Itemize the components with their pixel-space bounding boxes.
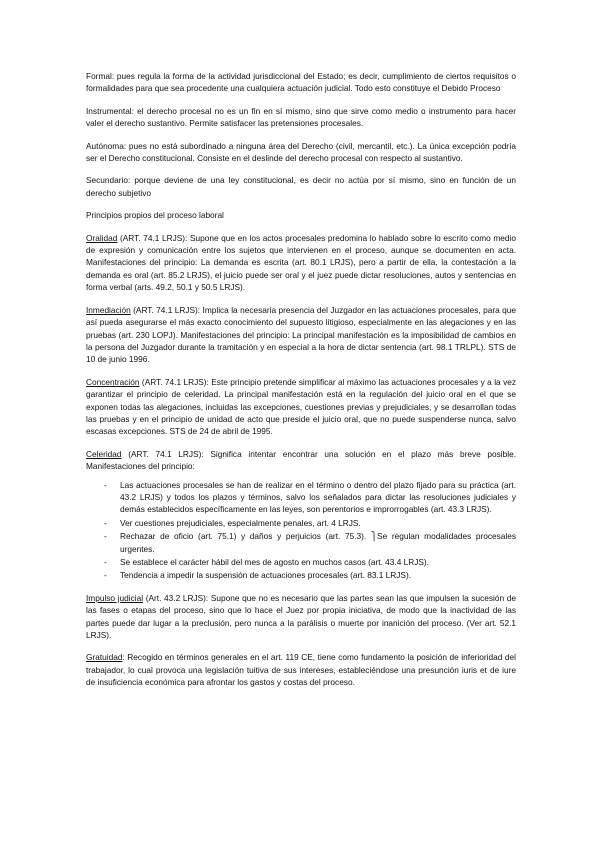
term-inmediacion: Inmediación: [86, 304, 131, 315]
text-concentracion: : Este principio pretende simplificar al máximo las actuaciones procesales y a la vez garantizar el principio de celeridad. La principal manifestación está en la regulación del juicio oral en el que se exponen todas las alegaciones, incluidas las excepciones, cuestiones previas y prejudiciales, y se desarrollan todas las pruebas y en el principio de unidad de acto que preside el juicio oral, que no puede suspenderse nunca, salvo escasas excepciones. STS de 24 de abril de 1995.: [86, 376, 516, 437]
term-instrumental: Instrumental: [86, 105, 132, 116]
list-item: - Ver cuestiones prejudiciales, especialmente penales, art. 4 LRJS.: [86, 517, 516, 529]
intro-secundario-text: : porque deviene de una ley constitucional, es decir no actúa por sí mismo, sino en función de un derecho subjetivo: [86, 175, 516, 198]
celeridad-list: [86, 479, 516, 582]
intro-instrumental-text: : el derecho procesal no es un fin en sí mismo, sino que sirve como medio o instrumento para hacer valer el derecho sustantivo. Permite satisfacer las pretensiones procesales.: [86, 105, 516, 129]
text-celeridad: : Significa intentar encontrar una solución en el plazo más breve posible. Manifestaciones del principio:: [86, 448, 516, 472]
list-item: - Las actuaciones procesales se han de realizar en el término o dentro del plazo fijado para su práctica (art. 43.2 LRJS) y todos los plazos y términos, salvo los señalados para dictar las resoluciones judiciales y demás establecidos específicamente en las leyes, son perentorios e improrrogables (art. 43.3 LRJS).: [86, 479, 516, 516]
ref-inmediacion: (ART. 74.1 LRJS): [130, 304, 198, 315]
intro-instrumental: [86, 105, 516, 130]
list-item: - Se establece el carácter hábil del mes de agosto en muchos casos (art. 43.4 LRJS).: [86, 556, 516, 568]
document-page: [86, 70, 516, 699]
principle-impulso-judicial: [86, 592, 516, 642]
ref-oralidad: (ART. 74.1 LRJS): [117, 232, 186, 243]
term-celeridad: Celeridad: [86, 448, 122, 459]
text-gratuidad: : Recogido en términos generales en el art. 119 CE, tiene como fundamento la posición de inferioridad del trabajador, lo cual provoca una legislación tuitiva de sus intereses, estableciéndose una presunción iuris et de iure de insuficiencia económica para afrontar los gastos y costas del proceso.: [86, 652, 516, 688]
intro-formal-text: : pues regula la forma de la actividad jurisdiccional del Estado; es decir, cumplimiento de ciertos requisitos o formalidades para que sea procedente una cualquiera actuación judicial. Todo esto constituye el Debido Proceso: [86, 71, 516, 94]
ref-celeridad: (ART. 74.1 LRJS): [121, 448, 202, 459]
ref-concentracion: (ART. 74.1 LRJS): [139, 376, 207, 387]
text-impulso-judicial: : Supone que no es necesario que las partes sean las que impulsen la sucesión de las fases o etapas del proceso, sino que lo hace el Juez por propia iniciativa, de modo que la inactividad de las partes puede dar lugar a la preclusión, pero nunca a la parálisis o muerte por inanición del proceso. (Ver art. 52.1 LRJS).: [86, 592, 516, 641]
intro-formal: [86, 70, 516, 95]
term-secundario: Secundario: [86, 175, 128, 186]
intro-autonoma: [86, 140, 516, 165]
ref-impulso-judicial: (Art. 43.2 LRJS): [143, 592, 206, 603]
principle-gratuidad: [86, 651, 516, 688]
term-autonoma: Autónoma: [86, 140, 124, 151]
intro-autonoma-text: : pues no está subordinado a ninguna área del Derecho (civil, mercantil, etc.). La única excepción podría ser el Derecho constitucional. Consiste en el deslinde del derecho procesal con respecto al sustantivo.: [86, 140, 516, 164]
section-heading: Principios propios del proceso laboral: [86, 210, 224, 221]
list-item: - Tendencia a impedir la suspensión de actuaciones procesales (art. 83.1 LRJS).: [86, 569, 516, 581]
intro-secundario: [86, 174, 516, 199]
term-impulso-judicial: Impulso judicial: [86, 592, 144, 603]
term-gratuidad: Gratuidad: [86, 652, 123, 663]
term-formal: Formal: [86, 71, 112, 81]
term-concentracion: Concentración: [86, 376, 140, 387]
text-inmediacion: : Implica la necesaria presencia del Juzgador en las actuaciones procesales, para que así pueda asegurarse el más exacto conocimiento del supuesto litigioso, especialmente en las alegaciones y en las pruebas (art. 230 LOPJ). Manifestaciones del principio: La principal manifestación es la imposibilidad de cambios en la persona del Juzgador durante la tramitación y en especial a la hora de dictar sentencia (art. 98.1 TRLPL). STS de 10 de junio 1996.: [86, 304, 516, 365]
text-oralidad: : Supone que en los actos procesales predomina lo hablado sobre lo escrito como medio de expresión y comunicación entre los sujetos que intervienen en el proceso, aunque se documenten en acta. Manifestaciones del principio: La demanda es escrita (art. 80.1 LRJS), pero a partir de ella, la contestación a la demanda es oral (art. 85.2 LRJS), el juicio puede ser oral y el juez puede dictar resoluciones, autos y sentencias en forma verbal (arts. 49.2, 50.1 y 50.5 LRJS).: [86, 232, 516, 293]
principle-concentracion: [86, 376, 516, 438]
principle-celeridad: [86, 448, 516, 473]
term-oralidad: Oralidad: [86, 232, 118, 243]
list-item: - Rechazar de oficio (art. 75.1) y daños y perjuicios (art. 75.3). ⎫Se regulan modalidades procesales urgentes.: [86, 530, 516, 555]
principle-oralidad: [86, 232, 516, 294]
principle-inmediacion: [86, 304, 516, 366]
